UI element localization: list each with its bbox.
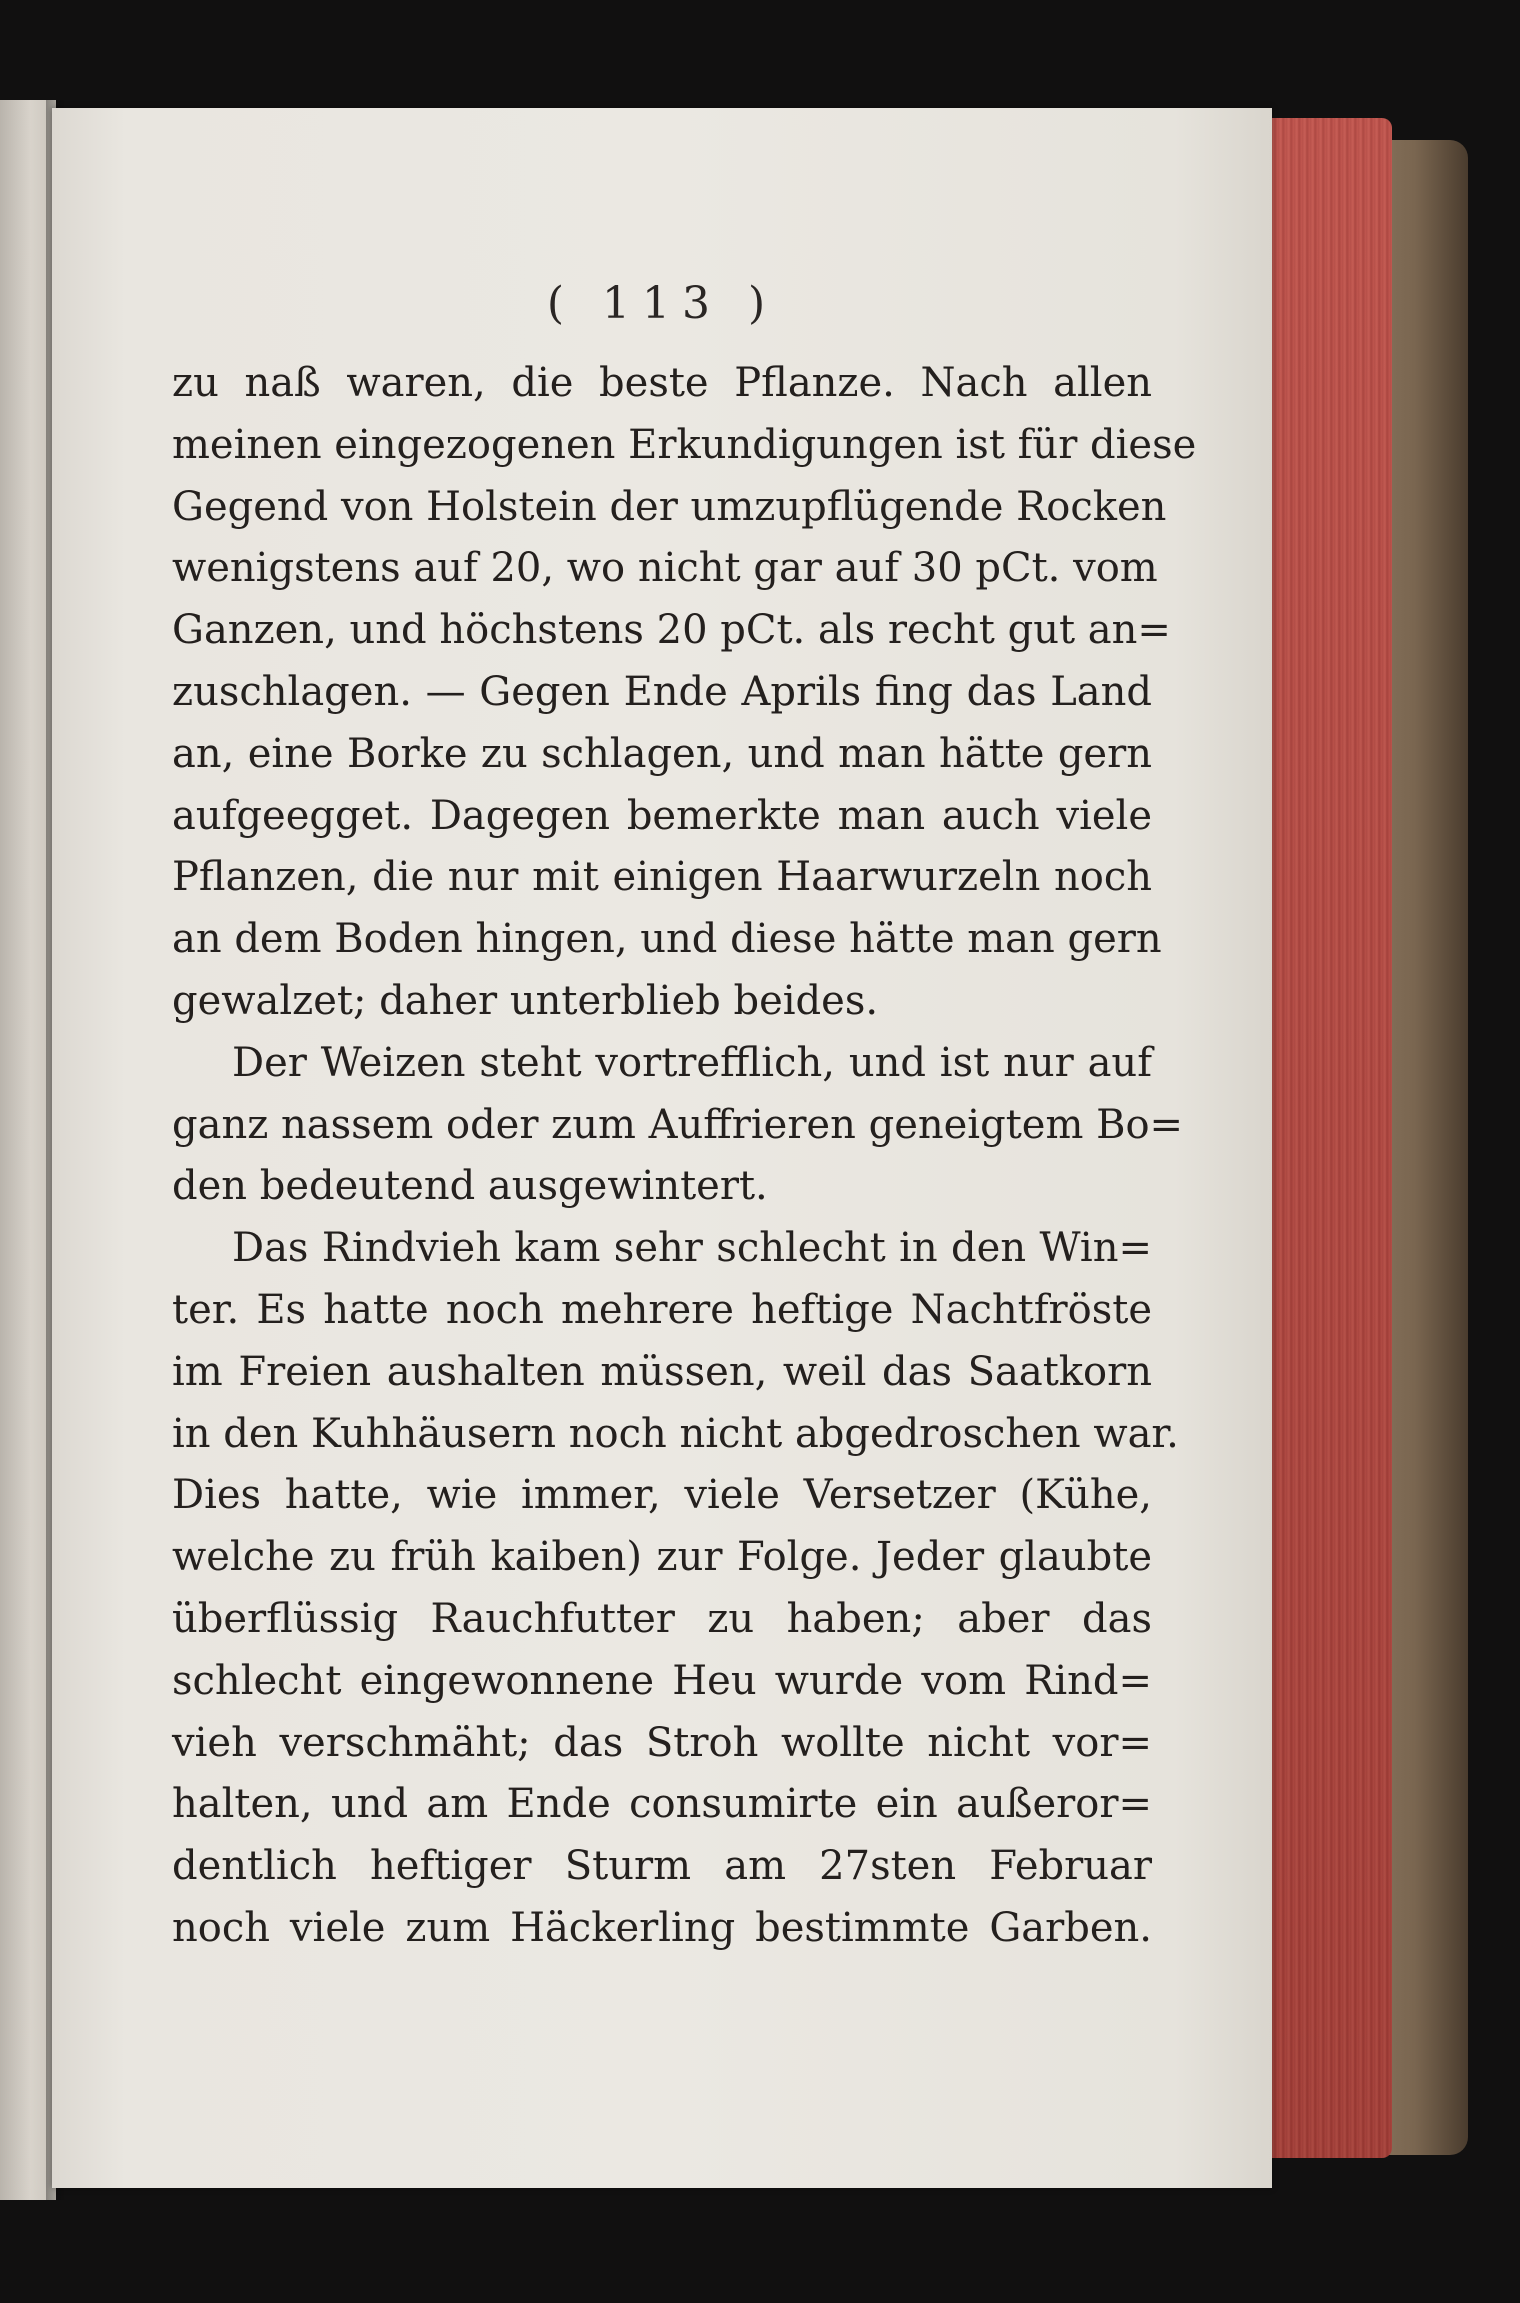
text-line: Das Rindvieh kam sehr schlecht in den Win= [232,1225,1152,1272]
text-line: Gegend von Holstein der umzupflügende Rocken [172,483,1167,530]
text-line: Der Weizen steht vortrefflich, und ist nur auf [232,1039,1152,1086]
text-line: Ganzen, und höchstens 20 pCt. als recht gut an= [172,607,1171,654]
text-line: wenigstens auf 20, wo nicht gar auf 30 pCt. vom [172,545,1158,592]
page-text [172,353,1197,1960]
text-line: ter. Es hatte noch mehrere heftige Nachtfröste [172,1286,1152,1333]
book-page [52,108,1272,2188]
text-line: Pflanzen, die nur mit einigen Haarwurzeln noch [172,854,1152,901]
text-line: noch viele zum Häckerling bestimmte Garben. [172,1904,1152,1951]
text-line: an dem Boden hingen, und diese hätte man gern [172,916,1162,963]
text-line: gewalzet; daher unterblieb beides. [172,977,879,1024]
page-number: ( 113 ) [546,278,778,329]
text-line: den bedeutend ausgewintert. [172,1163,768,1210]
text-line: an, eine Borke zu schlagen, und man hätte gern [172,730,1152,777]
text-line: aufgeegget. Dagegen bemerkte man auch viele [172,792,1152,839]
text-line: Dies hatte, wie immer, viele Versetzer (Kühe, [172,1472,1152,1519]
page-edges-shade [1262,118,1392,2158]
text-line: vieh verschmäht; das Stroh wollte nicht vor= [172,1719,1152,1766]
text-line: zuschlagen. — Gegen Ende Aprils fing das Land [172,668,1152,715]
text-line: im Freien aushalten müssen, weil das Saatkorn [172,1348,1152,1395]
text-line: meinen eingezogenen Erkundigungen ist für diese [172,421,1197,468]
text-line: halten, und am Ende consumirte ein außeror= [172,1781,1152,1828]
text-line: schlecht eingewonnene Heu wurde vom Rind= [172,1657,1152,1704]
text-line: in den Kuhhäusern noch nicht abgedroschen war. [172,1410,1179,1457]
text-line: überflüssig Rauchfutter zu haben; aber das [172,1595,1152,1642]
text-line: welche zu früh kaiben) zur Folge. Jeder glaubte [172,1534,1152,1581]
text-line: dentlich heftiger Sturm am 27sten Februar [172,1843,1152,1890]
text-line: zu naß waren, die beste Pflanze. Nach allen [172,360,1152,406]
text-line: ganz nassem oder zum Auffrieren geneigtem Bo= [172,1101,1184,1148]
